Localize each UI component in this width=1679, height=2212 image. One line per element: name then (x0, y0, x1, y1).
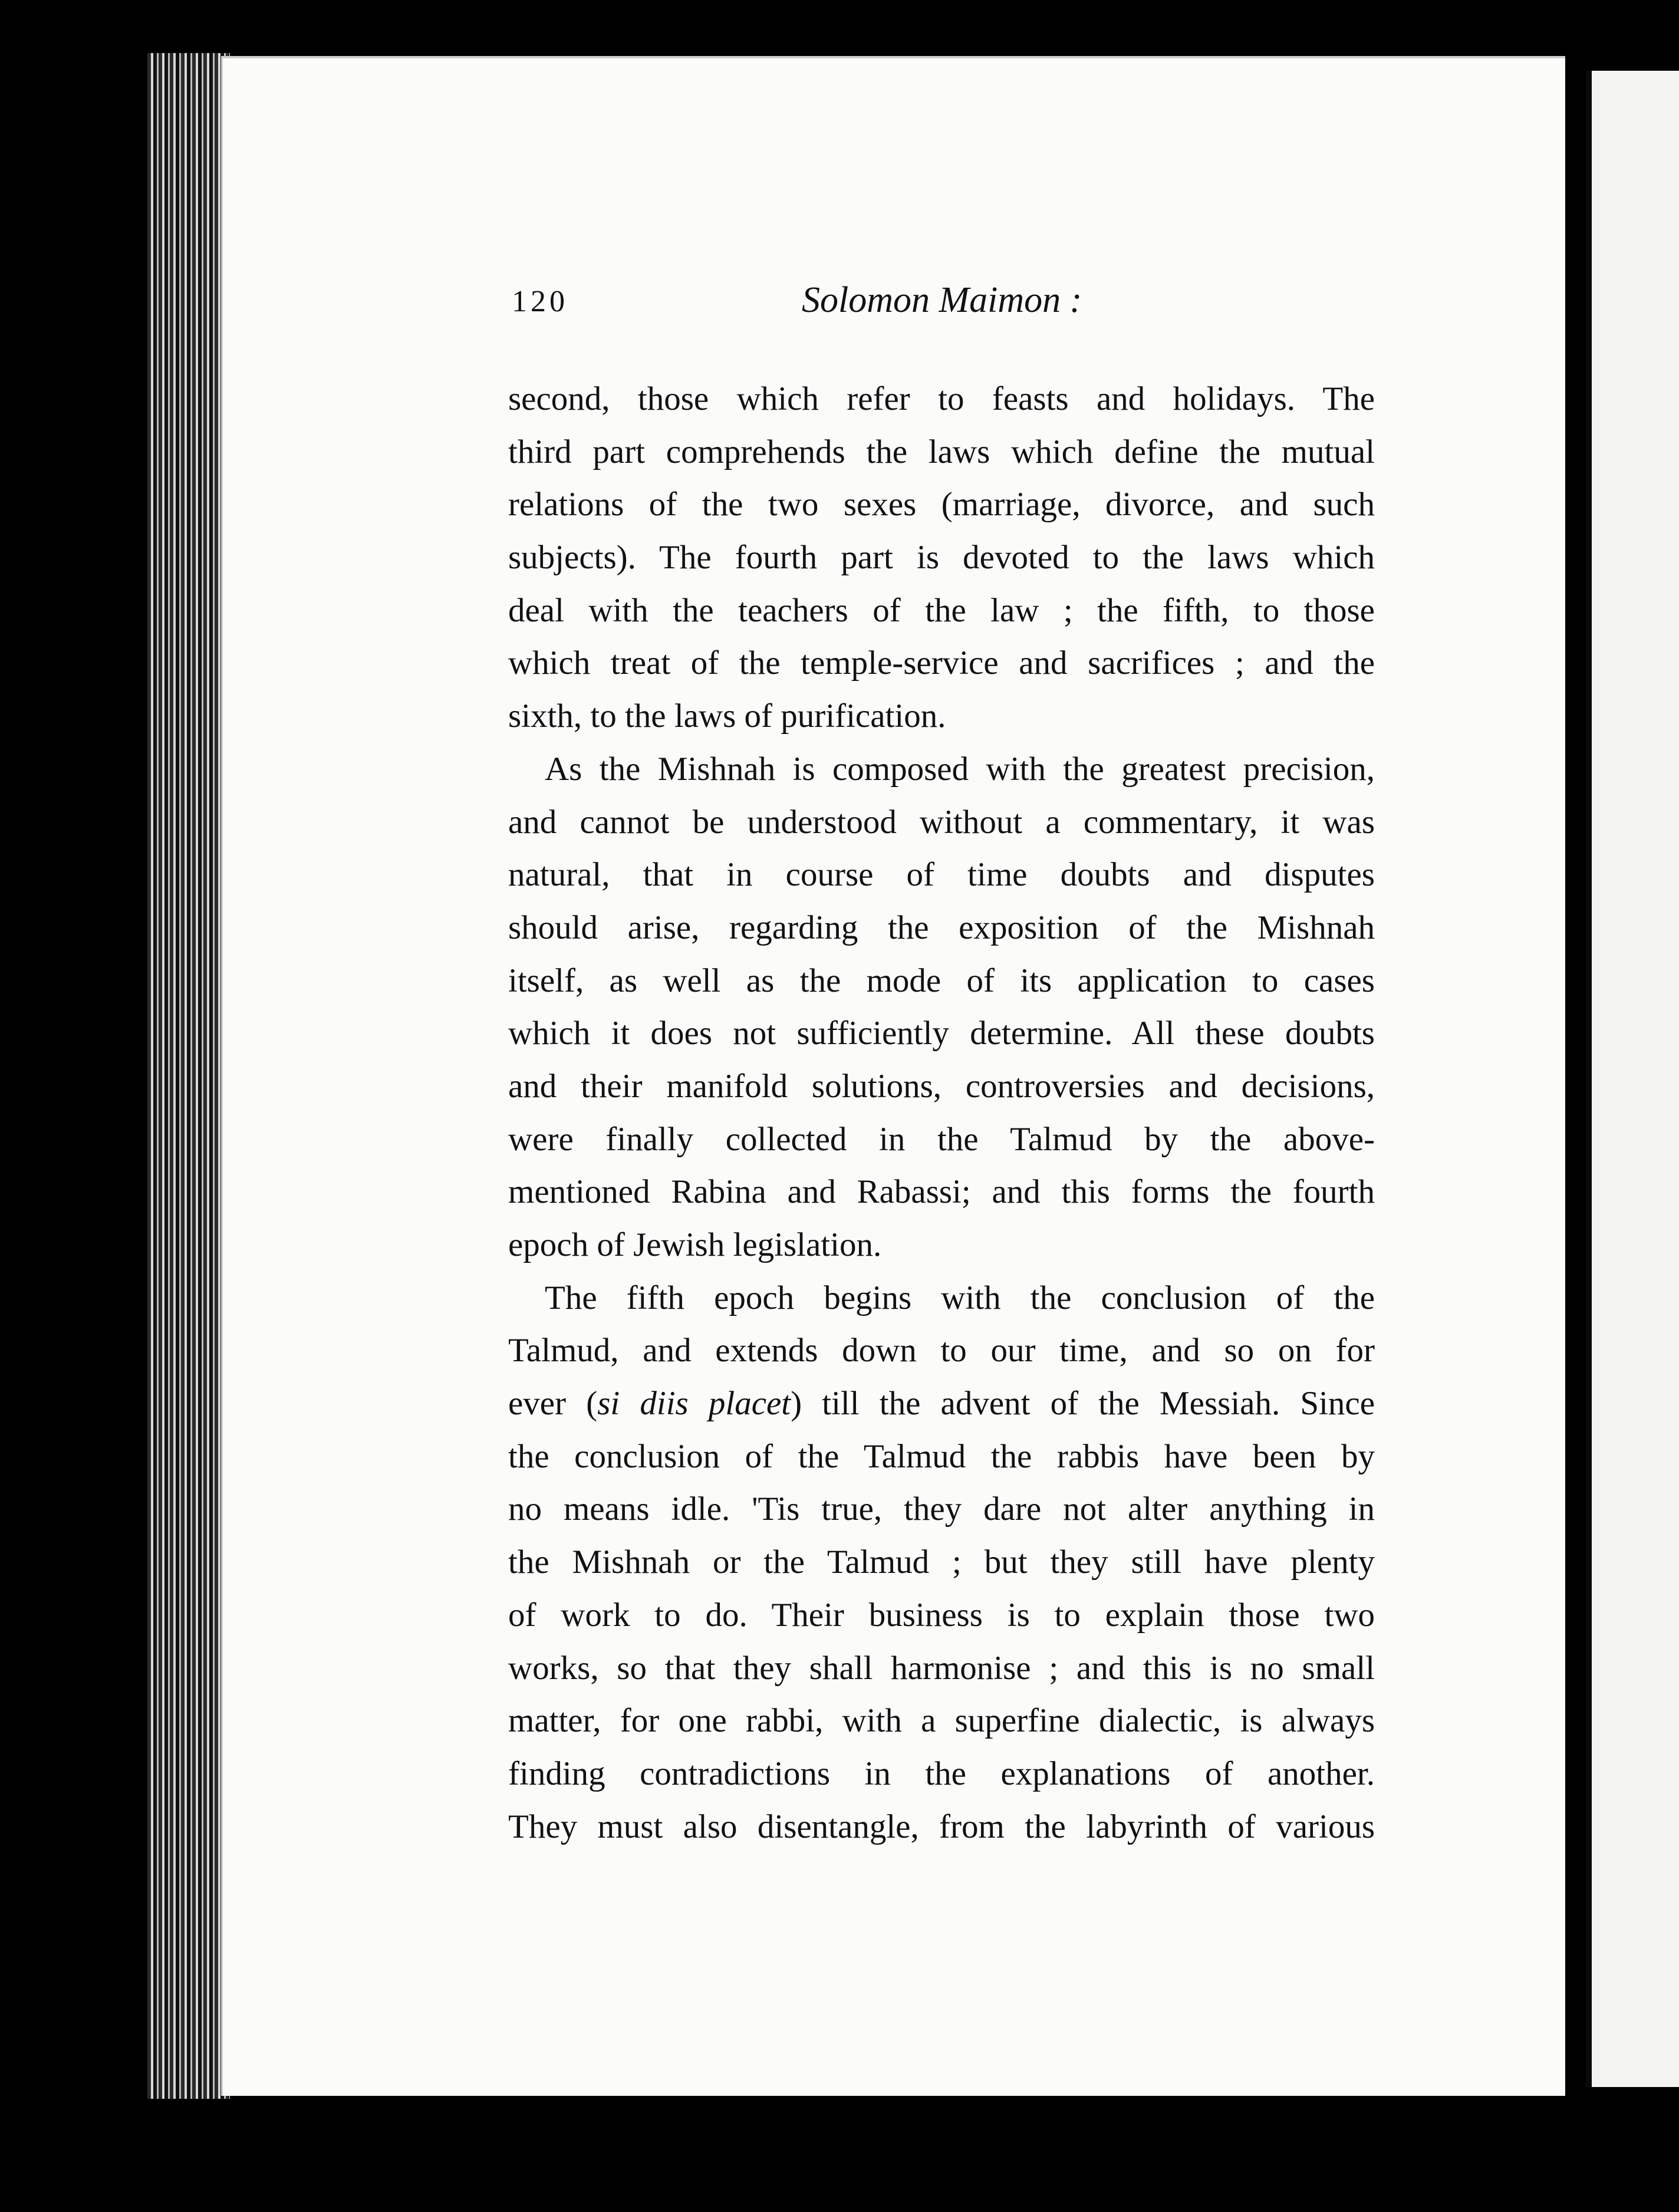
page-number: 120 (512, 285, 568, 318)
text-line: epoch of Jewish legislation. (508, 1226, 882, 1263)
text-line: Talmud, and extends down to our time, and so on for (508, 1332, 1375, 1370)
text-line: and their manifold solutions, controversies and decisions, (508, 1067, 1375, 1105)
text-line: the Mishnah or the Talmud ; but they still have plenty (508, 1543, 1375, 1581)
text-line: works, so that they shall harmonise ; and this is no small (508, 1649, 1375, 1687)
text-line: The fifth epoch begins with the conclusion of the (545, 1279, 1375, 1316)
text-line: no means idle. 'Tis true, they dare not alter anything in (508, 1490, 1375, 1528)
text-line: matter, for one rabbi, with a superfine dialectic, is always (508, 1702, 1375, 1740)
running-title: Solomon Maimon : (802, 280, 1082, 320)
text-line: which it does not sufficiently determine. All these doubts (508, 1015, 1375, 1052)
text-fragment: ) till the advent of the Messiah. Since (791, 1385, 1375, 1423)
text-line: and cannot be understood without a commentary, it was (508, 803, 1375, 841)
text-line: relations of the two sexes (marriage, divorce, and such (508, 486, 1375, 524)
text-line: subjects). The fourth part is devoted to the laws which (508, 539, 1375, 577)
page-header (289, 280, 1108, 331)
latin-phrase: si diis placet (597, 1385, 791, 1423)
text-line: sixth, to the laws of purification. (508, 697, 946, 735)
text-line: the conclusion of the Talmud the rabbis have been by (508, 1437, 1375, 1475)
text-line (508, 1377, 1375, 1430)
text-line: deal with the teachers of the law ; the fifth, to those (508, 591, 1375, 629)
text-fragment: ever ( (508, 1385, 598, 1423)
text-line: which treat of the temple-service and sacrifices ; and the (508, 644, 1375, 682)
body-text (508, 373, 1375, 1853)
text-line: were finally collected in the Talmud by the above- (508, 1120, 1375, 1158)
text-line: itself, as well as the mode of its application to cases (508, 962, 1375, 999)
text-line: second, those which refer to feasts and holidays. The (508, 380, 1375, 417)
text-line: of work to do. Their business is to explain those two (508, 1596, 1375, 1634)
text-line: They must also disentangle, from the labyrinth of various (508, 1808, 1375, 1845)
text-line: third part comprehends the laws which define the mutual (508, 433, 1375, 470)
text-line: mentioned Rabina and Rabassi; and this forms the fourth (508, 1173, 1375, 1211)
book-page-edges (147, 53, 230, 2099)
text-line: finding contradictions in the explanations of another. (508, 1755, 1375, 1792)
text-line: should arise, regarding the exposition of the Mishnah (508, 908, 1375, 946)
text-line: natural, that in course of time doubts and disputes (508, 856, 1375, 894)
facing-page-edge (1586, 71, 1679, 2087)
text-line: As the Mishnah is composed with the greatest precision, (545, 750, 1375, 788)
